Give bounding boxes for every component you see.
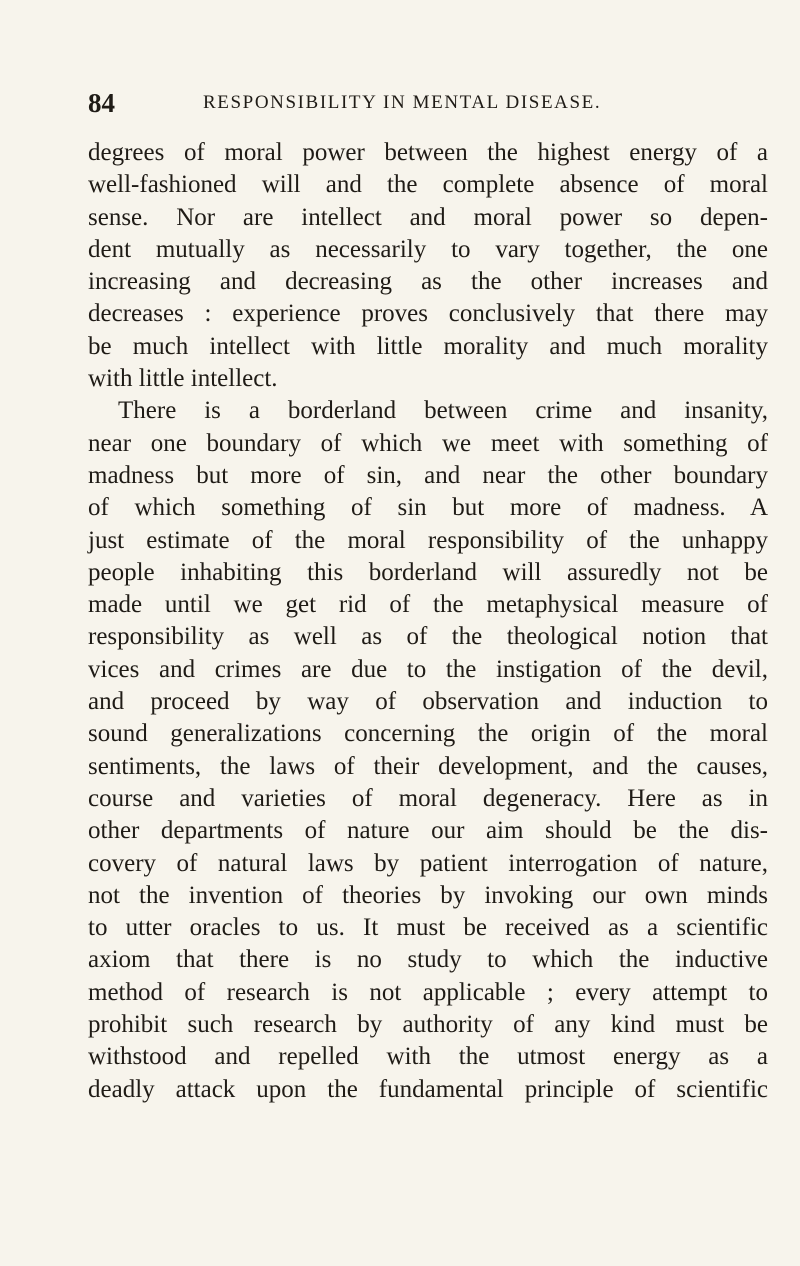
text-line: made until we get rid of the metaphysical measure of: [88, 591, 768, 619]
running-head: RESPONSIBILITY IN MENTAL DISEASE.: [203, 92, 602, 113]
text-line: increasing and decreasing as the other increases and: [88, 268, 768, 296]
text-line: vices and crimes are due to the instigation of the devil,: [88, 655, 768, 683]
text-line: covery of natural laws by patient interrogation of nature,: [88, 849, 768, 877]
text-line: be much intellect with little morality and much morality: [88, 332, 768, 360]
body-text: [88, 137, 768, 1106]
text-line: people inhabiting this borderland will assuredly not be: [88, 558, 768, 586]
text-line: and proceed by way of observation and induction to: [88, 688, 768, 716]
text-line: just estimate of the moral responsibility of the unhappy: [88, 526, 768, 554]
text-line: axiom that there is no study to which the inductive: [88, 946, 768, 974]
text-line: sound generalizations concerning the origin of the moral: [88, 720, 768, 748]
text-line: other departments of nature our aim should be the dis-: [88, 817, 768, 845]
text-line: to utter oracles to us. It must be received as a scientific: [88, 914, 768, 942]
text-line: There is a borderland between crime and insanity,: [118, 397, 768, 425]
text-line: with little intellect.: [88, 365, 278, 393]
text-line: decreases : experience proves conclusively that there may: [88, 300, 768, 328]
text-line: sentiments, the laws of their development, and the causes,: [88, 752, 768, 780]
text-line: madness but more of sin, and near the other boundary: [88, 461, 768, 489]
text-line: sense. Nor are intellect and moral power so depen-: [88, 203, 768, 231]
text-line: responsibility as well as of the theological notion that: [88, 623, 768, 651]
text-line: well-fashioned will and the complete absence of moral: [88, 171, 768, 199]
text-line: course and varieties of moral degeneracy. Here as in: [88, 784, 768, 812]
text-line: not the invention of theories by invoking our own minds: [88, 881, 768, 909]
page-number: 84: [88, 88, 115, 118]
text-line: degrees of moral power between the highest energy of a: [88, 139, 768, 166]
text-line: dent mutually as necessarily to vary together, the one: [88, 235, 768, 263]
text-line: near one boundary of which we meet with something of: [88, 429, 768, 457]
text-line: method of research is not applicable ; every attempt to: [88, 978, 768, 1006]
page-header: [88, 88, 764, 118]
text-line: withstood and repelled with the utmost energy as a: [88, 1043, 768, 1071]
text-line: of which something of sin but more of madness. A: [88, 494, 768, 522]
text-line: deadly attack upon the fundamental principle of scientific: [88, 1075, 768, 1103]
text-line: prohibit such research by authority of any kind must be: [88, 1011, 768, 1039]
